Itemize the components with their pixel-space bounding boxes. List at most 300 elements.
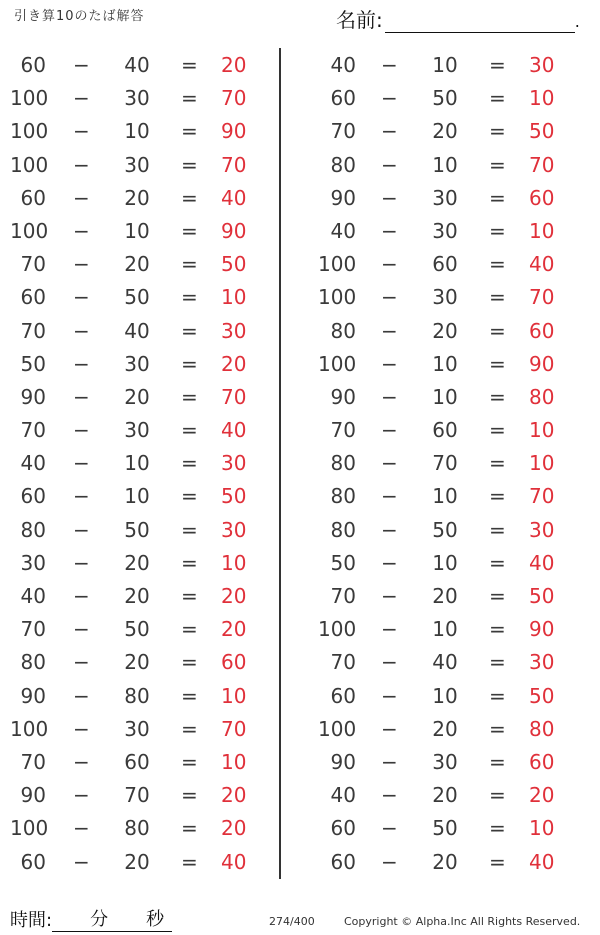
subtrahend: 20 bbox=[432, 783, 458, 808]
problem-row bbox=[308, 413, 578, 446]
equals-sign: = bbox=[181, 550, 198, 575]
equals-sign: = bbox=[181, 849, 198, 874]
subtrahend: 20 bbox=[124, 384, 150, 409]
name-end-dot: . bbox=[574, 12, 580, 31]
answer: 90 bbox=[221, 119, 247, 144]
problem-row bbox=[308, 81, 578, 114]
copyright: Copyright © Alpha.Inc All Rights Reserved. bbox=[344, 915, 581, 928]
subtrahend: 20 bbox=[124, 650, 150, 675]
problem-row bbox=[308, 778, 578, 811]
equals-sign: = bbox=[181, 418, 198, 443]
answer: 60 bbox=[529, 318, 555, 343]
equals-sign: = bbox=[489, 285, 506, 310]
equals-sign: = bbox=[489, 451, 506, 476]
equals-sign: = bbox=[489, 86, 506, 111]
answer: 40 bbox=[529, 849, 555, 874]
minus-sign: − bbox=[73, 484, 90, 509]
subtrahend: 20 bbox=[124, 252, 150, 277]
minuend: 70 bbox=[20, 418, 46, 443]
subtrahend: 30 bbox=[432, 185, 458, 210]
minuend: 40 bbox=[330, 218, 356, 243]
minus-sign: − bbox=[73, 584, 90, 608]
minus-sign: − bbox=[381, 683, 398, 708]
problem-row bbox=[0, 48, 270, 81]
problem-row bbox=[0, 645, 270, 678]
minuend: 100 bbox=[10, 86, 49, 111]
minuend: 100 bbox=[318, 716, 357, 741]
problem-row bbox=[0, 81, 270, 114]
answer: 30 bbox=[529, 517, 555, 542]
equals-sign: = bbox=[489, 517, 506, 542]
minus-sign: − bbox=[381, 218, 398, 243]
minuend: 60 bbox=[20, 285, 46, 310]
problem-row bbox=[308, 712, 578, 745]
minuend: 70 bbox=[330, 584, 356, 608]
subtrahend: 50 bbox=[124, 517, 150, 542]
minus-sign: − bbox=[381, 749, 398, 774]
problem-row bbox=[0, 148, 270, 181]
minus-sign: − bbox=[381, 484, 398, 509]
minus-sign: − bbox=[73, 849, 90, 874]
answer: 60 bbox=[221, 650, 247, 675]
minus-sign: − bbox=[381, 418, 398, 443]
minuend: 90 bbox=[330, 185, 356, 210]
name-field bbox=[336, 4, 580, 33]
equals-sign: = bbox=[489, 218, 506, 243]
answer: 10 bbox=[529, 218, 555, 243]
equals-sign: = bbox=[489, 584, 506, 608]
problem-row bbox=[0, 778, 270, 811]
name-blank-line bbox=[385, 14, 575, 33]
equals-sign: = bbox=[489, 152, 506, 177]
minus-sign: − bbox=[73, 218, 90, 243]
problem-row bbox=[308, 446, 578, 479]
answer: 60 bbox=[529, 749, 555, 774]
answer: 30 bbox=[221, 318, 247, 343]
minuend: 70 bbox=[20, 318, 46, 343]
equals-sign: = bbox=[489, 550, 506, 575]
problem-row bbox=[308, 679, 578, 712]
column-divider bbox=[279, 48, 281, 879]
minuend: 70 bbox=[20, 252, 46, 277]
minuend: 60 bbox=[330, 816, 356, 841]
subtrahend: 30 bbox=[432, 218, 458, 243]
minuend: 60 bbox=[20, 53, 46, 77]
minus-sign: − bbox=[381, 285, 398, 310]
answer: 70 bbox=[221, 152, 247, 177]
minuend: 50 bbox=[20, 351, 46, 376]
left-problem-column bbox=[0, 48, 270, 878]
minuend: 100 bbox=[10, 119, 49, 144]
minuend: 100 bbox=[318, 351, 357, 376]
minuend: 100 bbox=[318, 617, 357, 642]
problem-row bbox=[308, 48, 578, 81]
right-problem-column bbox=[308, 48, 578, 878]
minus-sign: − bbox=[73, 152, 90, 177]
subtrahend: 10 bbox=[432, 53, 458, 77]
minus-sign: − bbox=[381, 617, 398, 642]
time-label: 時間: bbox=[10, 910, 53, 931]
minuend: 70 bbox=[330, 418, 356, 443]
problem-row bbox=[308, 280, 578, 313]
answer: 30 bbox=[529, 650, 555, 675]
subtrahend: 20 bbox=[432, 584, 458, 608]
problem-row bbox=[0, 612, 270, 645]
minus-sign: − bbox=[73, 650, 90, 675]
subtrahend: 10 bbox=[432, 683, 458, 708]
minus-sign: − bbox=[381, 119, 398, 144]
minuend: 50 bbox=[330, 550, 356, 575]
answer: 30 bbox=[221, 517, 247, 542]
minuend: 60 bbox=[330, 849, 356, 874]
problem-row bbox=[0, 280, 270, 313]
answer: 70 bbox=[529, 152, 555, 177]
equals-sign: = bbox=[489, 849, 506, 874]
answer: 10 bbox=[221, 550, 247, 575]
time-field bbox=[10, 906, 172, 932]
problem-row bbox=[308, 214, 578, 247]
problem-row bbox=[0, 114, 270, 147]
problem-row bbox=[308, 579, 578, 612]
problem-row bbox=[0, 247, 270, 280]
equals-sign: = bbox=[489, 418, 506, 443]
minuend: 90 bbox=[20, 384, 46, 409]
answer: 70 bbox=[221, 716, 247, 741]
minus-sign: − bbox=[381, 650, 398, 675]
problem-row bbox=[0, 579, 270, 612]
answer: 50 bbox=[529, 584, 555, 608]
minuend: 100 bbox=[10, 218, 49, 243]
time-blank-line bbox=[52, 909, 172, 932]
subtrahend: 20 bbox=[124, 849, 150, 874]
equals-sign: = bbox=[489, 252, 506, 277]
equals-sign: = bbox=[489, 749, 506, 774]
problem-row bbox=[0, 413, 270, 446]
problem-row bbox=[308, 347, 578, 380]
answer: 20 bbox=[221, 584, 247, 608]
minuend: 100 bbox=[10, 816, 49, 841]
minuend: 70 bbox=[20, 749, 46, 774]
equals-sign: = bbox=[181, 384, 198, 409]
answer: 70 bbox=[529, 285, 555, 310]
answer: 70 bbox=[221, 86, 247, 111]
subtrahend: 50 bbox=[124, 285, 150, 310]
subtrahend: 50 bbox=[432, 517, 458, 542]
minus-sign: − bbox=[73, 716, 90, 741]
answer: 50 bbox=[221, 252, 247, 277]
problem-row bbox=[308, 247, 578, 280]
minuend: 40 bbox=[330, 53, 356, 77]
minuend: 80 bbox=[330, 484, 356, 509]
seconds-unit: 秒 bbox=[146, 909, 165, 930]
minuend: 60 bbox=[20, 849, 46, 874]
equals-sign: = bbox=[181, 783, 198, 808]
problem-row bbox=[0, 845, 270, 878]
equals-sign: = bbox=[181, 252, 198, 277]
answer: 30 bbox=[529, 53, 555, 77]
minus-sign: − bbox=[73, 451, 90, 476]
subtrahend: 40 bbox=[432, 650, 458, 675]
answer: 20 bbox=[221, 53, 247, 77]
equals-sign: = bbox=[181, 816, 198, 841]
equals-sign: = bbox=[181, 285, 198, 310]
subtrahend: 80 bbox=[124, 816, 150, 841]
equals-sign: = bbox=[489, 318, 506, 343]
problem-row bbox=[0, 546, 270, 579]
equals-sign: = bbox=[181, 650, 198, 675]
equals-sign: = bbox=[181, 152, 198, 177]
equals-sign: = bbox=[489, 783, 506, 808]
minus-sign: − bbox=[73, 185, 90, 210]
minuend: 80 bbox=[330, 152, 356, 177]
minus-sign: − bbox=[381, 584, 398, 608]
equals-sign: = bbox=[489, 683, 506, 708]
problem-row bbox=[0, 181, 270, 214]
answer: 50 bbox=[529, 119, 555, 144]
equals-sign: = bbox=[489, 716, 506, 741]
subtrahend: 30 bbox=[432, 285, 458, 310]
minus-sign: − bbox=[381, 816, 398, 841]
answer: 20 bbox=[221, 783, 247, 808]
minuend: 100 bbox=[10, 152, 49, 177]
subtrahend: 20 bbox=[432, 318, 458, 343]
minuend: 90 bbox=[20, 783, 46, 808]
subtrahend: 20 bbox=[124, 584, 150, 608]
minus-sign: − bbox=[381, 550, 398, 575]
subtrahend: 30 bbox=[124, 351, 150, 376]
answer: 40 bbox=[221, 418, 247, 443]
answer: 40 bbox=[529, 252, 555, 277]
problem-row bbox=[308, 114, 578, 147]
minuend: 40 bbox=[20, 451, 46, 476]
subtrahend: 10 bbox=[124, 451, 150, 476]
subtrahend: 30 bbox=[124, 716, 150, 741]
problem-row bbox=[308, 479, 578, 512]
subtrahend: 60 bbox=[124, 749, 150, 774]
minus-sign: − bbox=[381, 517, 398, 542]
problem-row bbox=[0, 811, 270, 844]
equals-sign: = bbox=[489, 650, 506, 675]
minuend: 60 bbox=[20, 185, 46, 210]
answer: 20 bbox=[529, 783, 555, 808]
subtrahend: 50 bbox=[124, 617, 150, 642]
subtrahend: 60 bbox=[432, 252, 458, 277]
minutes-unit: 分 bbox=[90, 909, 109, 930]
minus-sign: − bbox=[73, 617, 90, 642]
minus-sign: − bbox=[381, 185, 398, 210]
problem-row bbox=[308, 513, 578, 546]
subtrahend: 10 bbox=[432, 351, 458, 376]
answer: 40 bbox=[221, 185, 247, 210]
problem-row bbox=[0, 347, 270, 380]
answer: 10 bbox=[221, 683, 247, 708]
minus-sign: − bbox=[73, 384, 90, 409]
minus-sign: − bbox=[73, 119, 90, 144]
problem-row bbox=[308, 612, 578, 645]
minus-sign: − bbox=[381, 318, 398, 343]
minus-sign: − bbox=[73, 318, 90, 343]
answer: 20 bbox=[221, 351, 247, 376]
equals-sign: = bbox=[181, 119, 198, 144]
answer: 10 bbox=[221, 285, 247, 310]
problem-row bbox=[308, 845, 578, 878]
minus-sign: − bbox=[73, 816, 90, 841]
minus-sign: − bbox=[73, 285, 90, 310]
subtrahend: 20 bbox=[432, 849, 458, 874]
answer: 90 bbox=[221, 218, 247, 243]
subtrahend: 10 bbox=[432, 484, 458, 509]
minus-sign: − bbox=[73, 351, 90, 376]
equals-sign: = bbox=[181, 484, 198, 509]
minuend: 90 bbox=[330, 749, 356, 774]
equals-sign: = bbox=[181, 584, 198, 608]
equals-sign: = bbox=[489, 617, 506, 642]
minuend: 70 bbox=[20, 617, 46, 642]
answer: 90 bbox=[529, 617, 555, 642]
problem-row bbox=[0, 712, 270, 745]
problem-row bbox=[308, 745, 578, 778]
problem-row bbox=[308, 181, 578, 214]
minuend: 90 bbox=[330, 384, 356, 409]
minuend: 80 bbox=[20, 517, 46, 542]
answer: 60 bbox=[529, 185, 555, 210]
subtrahend: 10 bbox=[432, 617, 458, 642]
subtrahend: 20 bbox=[124, 550, 150, 575]
minuend: 100 bbox=[318, 285, 357, 310]
minuend: 70 bbox=[330, 119, 356, 144]
minus-sign: − bbox=[73, 550, 90, 575]
minus-sign: − bbox=[73, 683, 90, 708]
minuend: 60 bbox=[20, 484, 46, 509]
minus-sign: − bbox=[381, 783, 398, 808]
subtrahend: 20 bbox=[432, 716, 458, 741]
subtrahend: 30 bbox=[432, 749, 458, 774]
minuend: 40 bbox=[20, 584, 46, 608]
equals-sign: = bbox=[181, 185, 198, 210]
minus-sign: − bbox=[381, 384, 398, 409]
minus-sign: − bbox=[73, 749, 90, 774]
answer: 90 bbox=[529, 351, 555, 376]
minus-sign: − bbox=[73, 418, 90, 443]
worksheet-title: 引き算10のたば解答 bbox=[14, 9, 145, 24]
minus-sign: − bbox=[381, 351, 398, 376]
subtrahend: 10 bbox=[432, 384, 458, 409]
minuend: 70 bbox=[330, 650, 356, 675]
subtrahend: 70 bbox=[432, 451, 458, 476]
problem-row bbox=[0, 214, 270, 247]
subtrahend: 30 bbox=[124, 418, 150, 443]
answer: 40 bbox=[529, 550, 555, 575]
equals-sign: = bbox=[489, 484, 506, 509]
minus-sign: − bbox=[73, 53, 90, 77]
subtrahend: 10 bbox=[432, 152, 458, 177]
equals-sign: = bbox=[181, 318, 198, 343]
problem-row bbox=[0, 380, 270, 413]
subtrahend: 40 bbox=[124, 318, 150, 343]
subtrahend: 30 bbox=[124, 86, 150, 111]
answer: 10 bbox=[529, 816, 555, 841]
answer: 50 bbox=[529, 683, 555, 708]
equals-sign: = bbox=[181, 749, 198, 774]
minuend: 100 bbox=[10, 716, 49, 741]
equals-sign: = bbox=[489, 351, 506, 376]
problem-row bbox=[308, 148, 578, 181]
equals-sign: = bbox=[181, 716, 198, 741]
minuend: 80 bbox=[330, 451, 356, 476]
minus-sign: − bbox=[381, 53, 398, 77]
minuend: 80 bbox=[330, 517, 356, 542]
minuend: 60 bbox=[330, 683, 356, 708]
answer: 70 bbox=[529, 484, 555, 509]
answer: 80 bbox=[529, 716, 555, 741]
subtrahend: 10 bbox=[124, 218, 150, 243]
minus-sign: − bbox=[73, 517, 90, 542]
name-label: 名前: bbox=[336, 8, 383, 32]
subtrahend: 30 bbox=[124, 152, 150, 177]
equals-sign: = bbox=[489, 185, 506, 210]
minuend: 80 bbox=[20, 650, 46, 675]
minuend: 100 bbox=[318, 252, 357, 277]
equals-sign: = bbox=[181, 53, 198, 77]
problem-row bbox=[308, 811, 578, 844]
subtrahend: 10 bbox=[432, 550, 458, 575]
equals-sign: = bbox=[181, 517, 198, 542]
subtrahend: 70 bbox=[124, 783, 150, 808]
subtrahend: 50 bbox=[432, 816, 458, 841]
problem-row bbox=[0, 745, 270, 778]
minuend: 30 bbox=[20, 550, 46, 575]
subtrahend: 10 bbox=[124, 119, 150, 144]
problem-row bbox=[308, 645, 578, 678]
equals-sign: = bbox=[489, 119, 506, 144]
answer: 70 bbox=[221, 384, 247, 409]
problem-row bbox=[308, 314, 578, 347]
answer: 10 bbox=[529, 451, 555, 476]
subtrahend: 40 bbox=[124, 53, 150, 77]
subtrahend: 10 bbox=[124, 484, 150, 509]
problem-row bbox=[0, 314, 270, 347]
minuend: 90 bbox=[20, 683, 46, 708]
equals-sign: = bbox=[489, 53, 506, 77]
answer: 50 bbox=[221, 484, 247, 509]
equals-sign: = bbox=[489, 816, 506, 841]
equals-sign: = bbox=[181, 683, 198, 708]
minus-sign: − bbox=[381, 451, 398, 476]
answer: 80 bbox=[529, 384, 555, 409]
subtrahend: 50 bbox=[432, 86, 458, 111]
minus-sign: − bbox=[381, 716, 398, 741]
equals-sign: = bbox=[489, 384, 506, 409]
equals-sign: = bbox=[181, 86, 198, 111]
answer: 20 bbox=[221, 816, 247, 841]
answer: 10 bbox=[529, 418, 555, 443]
page-number: 274/400 bbox=[269, 915, 315, 928]
problem-row bbox=[0, 446, 270, 479]
subtrahend: 20 bbox=[432, 119, 458, 144]
problem-row bbox=[308, 546, 578, 579]
problem-row bbox=[308, 380, 578, 413]
subtrahend: 20 bbox=[124, 185, 150, 210]
minuend: 40 bbox=[330, 783, 356, 808]
equals-sign: = bbox=[181, 218, 198, 243]
subtrahend: 60 bbox=[432, 418, 458, 443]
minus-sign: − bbox=[73, 783, 90, 808]
answer: 10 bbox=[221, 749, 247, 774]
minus-sign: − bbox=[73, 86, 90, 111]
answer: 30 bbox=[221, 451, 247, 476]
minus-sign: − bbox=[381, 152, 398, 177]
problem-row bbox=[0, 479, 270, 512]
